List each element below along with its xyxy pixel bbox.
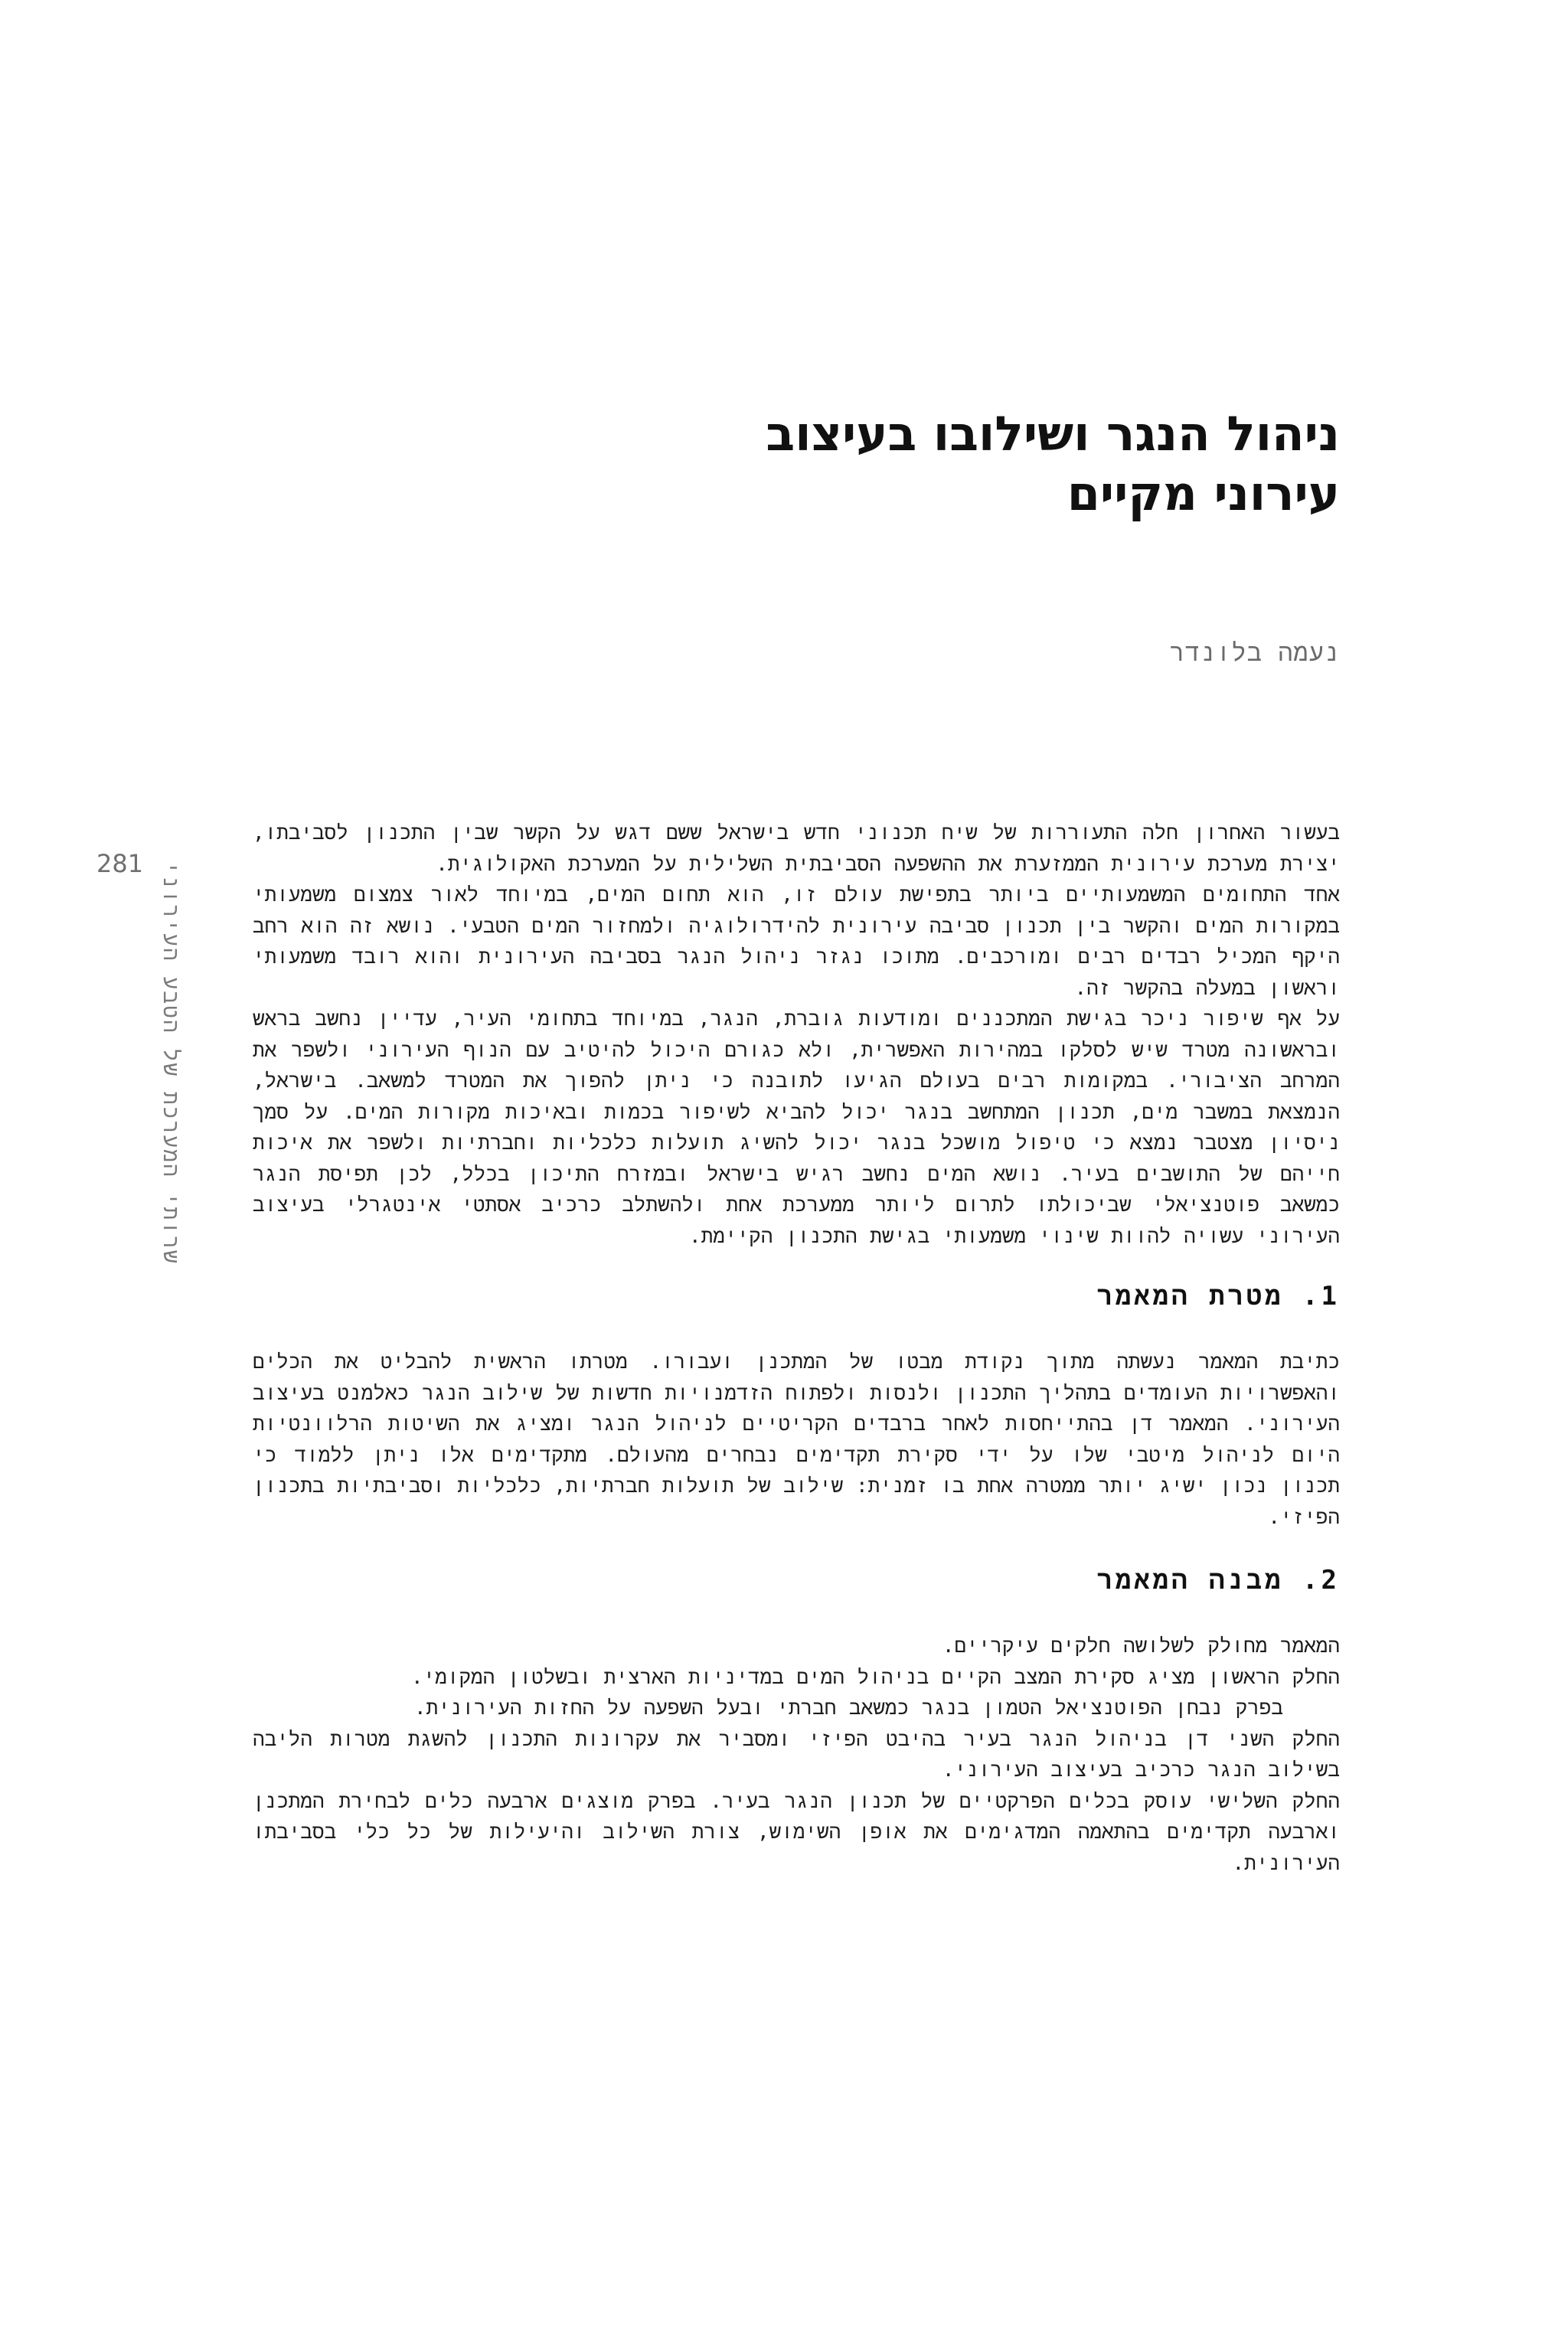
section-2-line-3: בפרק נבחן הפוטנציאל הטמון בנגר כמשאב חברתי ובעל השפעה על החזות העירונית. [414,1697,1283,1720]
page-number: 281 [96,849,144,878]
article-title [253,404,1340,524]
section-2-line-5: החלק השלישי עוסק בכלים הפרקטיים של תכנון הנגר בעיר. בפרק מוצגים ארבעה כלים לבחירת המתכנן וארבעה תקדימים בהתאמה המדגימים את אופן השימוש, צורת השילוב והיעילות של כל כלי בסביבתו העירונית. [253,1789,1340,1875]
section-2-line-2: החלק הראשון מציג סקירת המצב הקיים בניהול המים במדיניות הארצית ובשלטון המקומי. [410,1665,1340,1689]
section-2-line-4: החלק השני דן בניהול הנגר בעיר בהיבט הפיזי ומסביר את עקרונות התכנון להשגת מטרות הליבה בשילוב הנגר כרכיב בעיצוב העירוני. [253,1727,1340,1782]
section-2-line-1: המאמר מחולק לשלושה חלקים עיקריים. [942,1635,1340,1658]
article-title-line-1: ניהול הנגר ושילובו בעיצוב [766,406,1340,462]
intro-paragraph-3: על אף שיפור ניכר בגישת המתכננים ומודעות גוברת, הנגר, במיוחד בתחומי העיר, עדיין נחשב בראש ובראשונה מטרד שיש לסלקו במהירות האפשרית, ולא כגורם היכול להיטיב עם הנוף העירוני ולשפר את המרחב הציבורי. במקומות רבים בעולם הגיעו לתובנה כי ניתן להפוך את המטרד למשאב. בישראל, הנמצאת במשבר מים, תכנון המתחשב בנגר יכול להביא לשיפור בכמות ובאיכות מקורות המים. על סמך ניסיון מצטבר נמצא כי טיפול מושכל בנגר יכול להשיג תועלות כלכליות וחברתיות ולשפר את איכות חייהם של התושבים בעיר. נושא המים נחשב רגיש בישראל ובמזרח התיכון בכלל, לכן תפיסת הנגר כמשאב פוטנציאלי שביכולתו לתרום ליותר ממערכת אחת ולהשתלב כרכיב אסתטי אינטגרלי בעיצוב העירוני עשויה להוות שינוי משמעותי בגישת התכנון הקיימת. [253,1008,1340,1248]
section-1-heading: 1. מטרת המאמר [1096,1281,1340,1312]
intro-paragraph-1: בעשור האחרון חלה התעוררות של שיח תכנוני חדש בישראל ששם דגש על הקשר שבין התכנון לסביבתו, יצירת מערכת עירונית הממזערת את ההשפעה הסביבתית השלילית על המערכת האקולוגית. [253,822,1340,876]
section-2-heading: 2. מבנה המאמר [1096,1565,1340,1596]
article-body [253,818,1340,1879]
section-1-paragraph: כתיבת המאמר נעשתה מתוך נקודת מבטו של המתכנן ועבורו. מטרתו הראשית להבליט את הכלים והאפשרויות העומדים בתהליך התכנון ולנסות ולפתוח הזדמנויות חדשות של שילוב הנגר כאלמנט בעיצוב העירוני. המאמר דן בהתייחסות לאחר ברבדים הקריטיים לניהול הנגר ומציג את השיטות הרלוונטיות היום לניהול מיטבי שלו על ידי סקירת תקדימים נבחרים מהעולם. מתקדימים אלו ניתן ללמוד כי תכנון נכון ישיג יותר ממטרה אחת בו זמנית: שילוב של תועלות חברתיות, כלכליות וסביבתיות בתכנון הפיזי. [253,1351,1340,1529]
intro-paragraph-2: אחד התחומים המשמעותיים ביותר בתפישת עולם זו, הוא תחום המים, במיוחד לאור צמצום משמעותי במקורות המים והקשר בין תכנון סביבה עירונית להידרולוגיה ולמחזור המים הטבעי. נושא זה הוא רחב היקף המכיל רבדים רבים ומורכבים. מתוכו נגזר ניהול הנגר בסביבה העירונית והוא רובד משמעותי וראשון במעלה בהקשר זה. [253,884,1340,1000]
running-title: שרותי המערכת של הטבע העירוני [158,861,184,1265]
article-title-line-2: עירוני מקיים [1067,466,1340,521]
article-author: נעמה בלונדר [1169,638,1340,667]
